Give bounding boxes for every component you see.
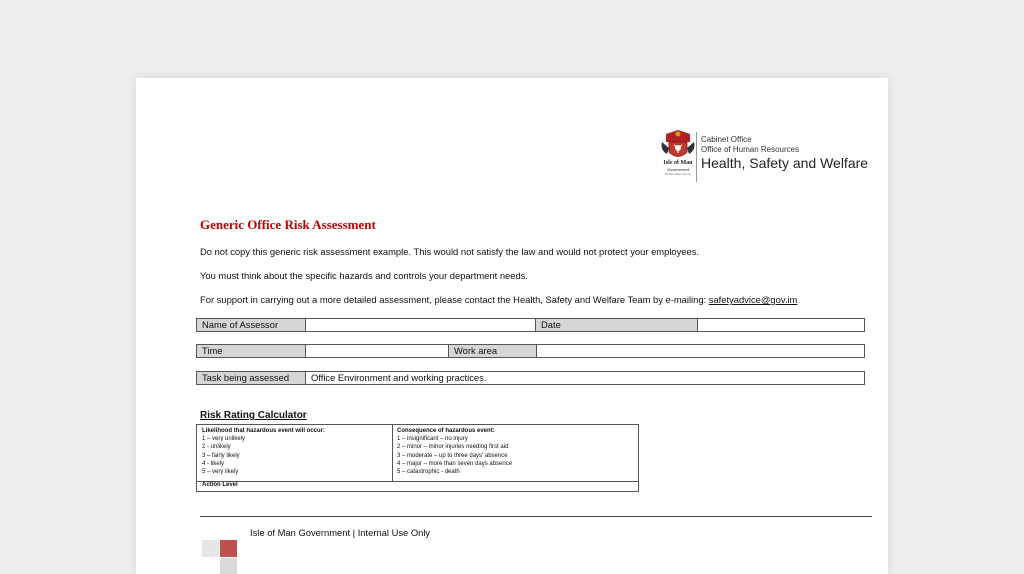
consequence-column	[397, 427, 512, 476]
likelihood-item: 4 - likely	[202, 460, 225, 467]
consequence-item: 1 – insignificant – no injury	[397, 436, 468, 443]
crest-subtitle: Government	[666, 167, 689, 172]
org-line-human-resources: Office of Human Resources	[701, 145, 800, 154]
task-field[interactable]: Office Environment and working practices.	[306, 372, 865, 385]
time-field[interactable]	[306, 345, 449, 358]
time-label: Time	[197, 345, 306, 358]
support-paragraph	[200, 294, 797, 305]
action-level-label: Action Level	[202, 482, 238, 488]
likelihood-item: 5 – very likely	[202, 469, 239, 476]
consequence-item: 2 – minor – minor injuries needing first aid	[397, 444, 509, 451]
crest-motto: Reiltys Ellan Vannin	[664, 172, 692, 176]
intro-paragraph-1: Do not copy this generic risk assessment example. This would not satisfy the law and would not protect your employees.	[200, 246, 700, 257]
crest-caption	[658, 160, 698, 177]
header-divider	[696, 132, 697, 182]
intro-paragraph-2: You must think about the specific hazards and controls your department needs.	[200, 270, 528, 281]
consequence-item: 3 – moderate – up to three days' absence	[397, 452, 508, 459]
assessor-label: Name of Assessor	[197, 319, 306, 332]
time-workarea-table	[196, 344, 865, 358]
calculator-row-divider	[197, 481, 638, 482]
support-text: For support in carrying out a more detailed assessment, please contact the Health, Safety and Welfare Team by e-mailing:	[200, 294, 709, 305]
date-field[interactable]	[698, 319, 865, 332]
assessor-field[interactable]	[306, 319, 536, 332]
risk-calculator-title: Risk Rating Calculator	[200, 410, 307, 421]
crest-name: Isle of Man	[663, 160, 693, 166]
footer-logo-square-red	[220, 540, 237, 557]
document-title: Generic Office Risk Assessment	[200, 217, 376, 232]
footer-text: Isle of Man Government | Internal Use Only	[250, 527, 431, 538]
likelihood-column	[202, 427, 325, 476]
date-label: Date	[536, 319, 698, 332]
assessor-date-table	[196, 318, 865, 332]
support-email-link[interactable]: safetyadvice@gov.im	[708, 294, 798, 305]
consequence-item: 5 – catastrophic - death	[397, 469, 460, 476]
footer-rule	[200, 516, 872, 517]
consequence-item: 4 – major – more than seven days absence	[397, 460, 513, 467]
task-label: Task being assessed	[197, 372, 306, 385]
likelihood-item: 1 – very unlikely	[202, 436, 246, 443]
document-page	[136, 78, 888, 574]
likelihood-header: Likelihood that hazardous event will occur:	[202, 428, 326, 434]
calculator-column-divider	[392, 425, 393, 481]
task-table	[196, 371, 865, 385]
footer-logo-square	[202, 540, 219, 557]
consequence-header: Consequence of hazardous event:	[397, 428, 495, 434]
work-area-field[interactable]	[537, 345, 865, 358]
likelihood-item: 3 – fairly likely	[202, 452, 240, 459]
risk-calculator-box	[196, 424, 639, 492]
footer-logo-square	[220, 558, 237, 574]
org-line-cabinet-office: Cabinet Office	[701, 135, 752, 144]
likelihood-item: 2 - unlikely	[202, 444, 231, 451]
work-area-label: Work area	[449, 345, 537, 358]
org-department-name: Health, Safety and Welfare	[701, 155, 869, 171]
